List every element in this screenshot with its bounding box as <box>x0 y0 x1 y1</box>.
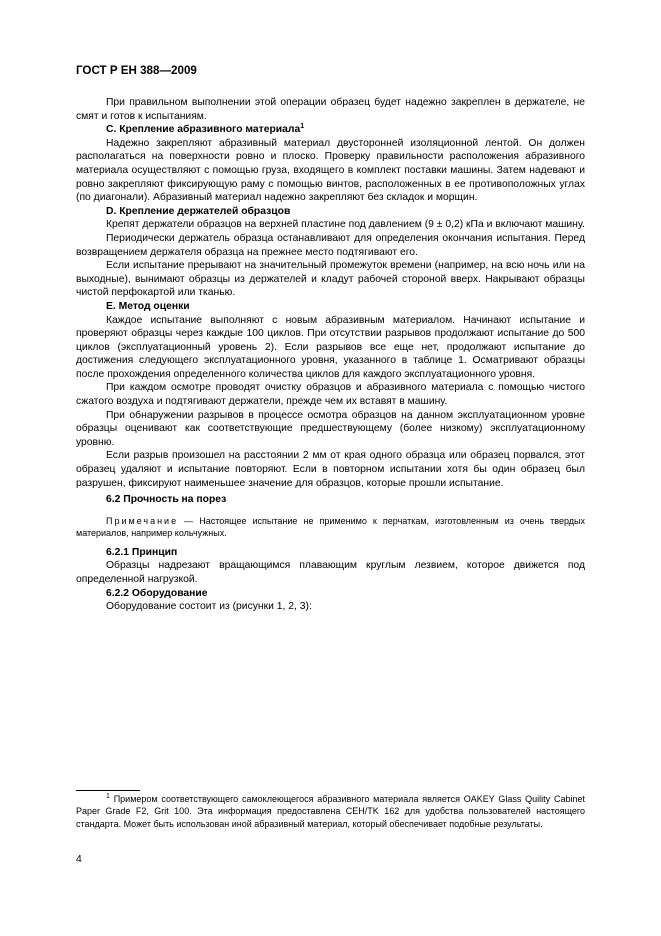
section-heading-6-2: 6.2 Прочность на порез <box>106 494 227 506</box>
footnote-divider <box>76 790 140 791</box>
section-heading-d: D. Крепление держателей образцов <box>106 205 291 217</box>
section-heading-6-2-2: 6.2.2 Оборудование <box>106 587 208 599</box>
paragraph: При правильном выполнении этой операции образец будет надежно закреплен в держателе, не смят и готов к испытаниям. <box>76 97 585 122</box>
note-label: Примечание <box>106 515 179 526</box>
paragraph: Если испытание прерывают на значительный промежуток времени (например, на всю ночь или на выходные), вынимают образцы из держателей и кладут рабочей стороной вверх. Накрывают образцы чистой перфокартой или тканью. <box>76 260 585 299</box>
section-heading-c <box>76 123 585 137</box>
note-text: — Настоящее испытание не применимо к перчаткам, изготовленным из очень твердых материалов, например кольчужных. <box>76 515 585 538</box>
footnote-mark: 1 <box>106 793 110 800</box>
footnote-reference: 1 <box>300 123 305 131</box>
page-number: 4 <box>76 854 82 865</box>
paragraph: При обнаружении разрывов в процессе осмотра образцов на данном эксплуатационном уровне образцы оценивают как соответствующие предшествующему (более низкому) эксплуатационному уровню. <box>76 409 585 448</box>
paragraph: Периодически держатель образца останавливают для определения окончания испытания. Перед возвращением держателя образца на прежнее место подтягивают его. <box>76 232 585 258</box>
paragraph: Если разрыв произошел на расстоянии 2 мм от края одного образца или образец порвался, этот образец удаляют и испытание повторяют. Если в повторном испытании хотя бы один образец был разрушен, фиксируют наименьшее значение для образцов, которые прошли испытание. <box>76 450 585 489</box>
footnote-text: Примером соответствующего самоклеющегося абразивного материала является OAKEY Glass Quility Cabinet Paper Grade F2, Grit 100. Эта информация предоставлена CEH/TK 162 для удобства пользователей настоящего стандарта. Может быть использован иной абразивный материал, который обеспечивает подобные результаты. <box>76 794 585 829</box>
section-heading-e: E. Метод оценки <box>106 300 190 312</box>
main-content <box>76 96 585 614</box>
paragraph: При каждом осмотре проводят очистку образцов и абразивного материала с помощью чистого сжатого воздуха и подтягивают держатели, прежде чем их вставят в машину. <box>76 382 585 408</box>
paragraph: Каждое испытание выполняют с новым абразивным материалом. Начинают испытание и проверяют образцы через каждые 100 циклов. При отсутствии разрывов продолжают испытание до 500 циклов (эксплуатационный уровень 2). Если разрывов все еще нет, продолжают испытание до достижения следующего эксплуатационного уровня, указанного в таблице 1. Осматривают образцы после прохождения определенного количества циклов для каждого эксплуатационного уровня. <box>76 314 585 380</box>
paragraph: Образцы надрезают вращающимся плавающим круглым лезвием, которое движется под определенной нагрузкой. <box>76 560 585 585</box>
section-heading-text: C. Крепление абразивного материала <box>106 124 301 136</box>
document-header: ГОСТ Р ЕН 388—2009 <box>76 64 197 77</box>
section-heading-6-2-1: 6.2.1 Принцип <box>106 546 178 558</box>
paragraph: Крепят держатели образцов на верхней пластине под давлением (9 ± 0,2) кПа и включают машину. <box>106 219 585 231</box>
note <box>76 515 585 539</box>
paragraph: Надежно закрепляют абразивный материал двусторонней изоляционной лентой. Он должен располагаться на поверхности ровно и плоско. Проверку правильности расположения абразивного материала осуществляют с помощью груза, входящего в комплект поставки машины. Затем надевают и ровно закрепляют фиксирующую раму с помощью винтов, расположенных в ее противоположных углах (по диагонали). Абразивный материал надежно закрепляют без складок и морщин. <box>76 137 585 204</box>
paragraph: Оборудование состоит из (рисунки 1, 2, 3): <box>106 601 312 613</box>
footnote <box>76 793 585 830</box>
